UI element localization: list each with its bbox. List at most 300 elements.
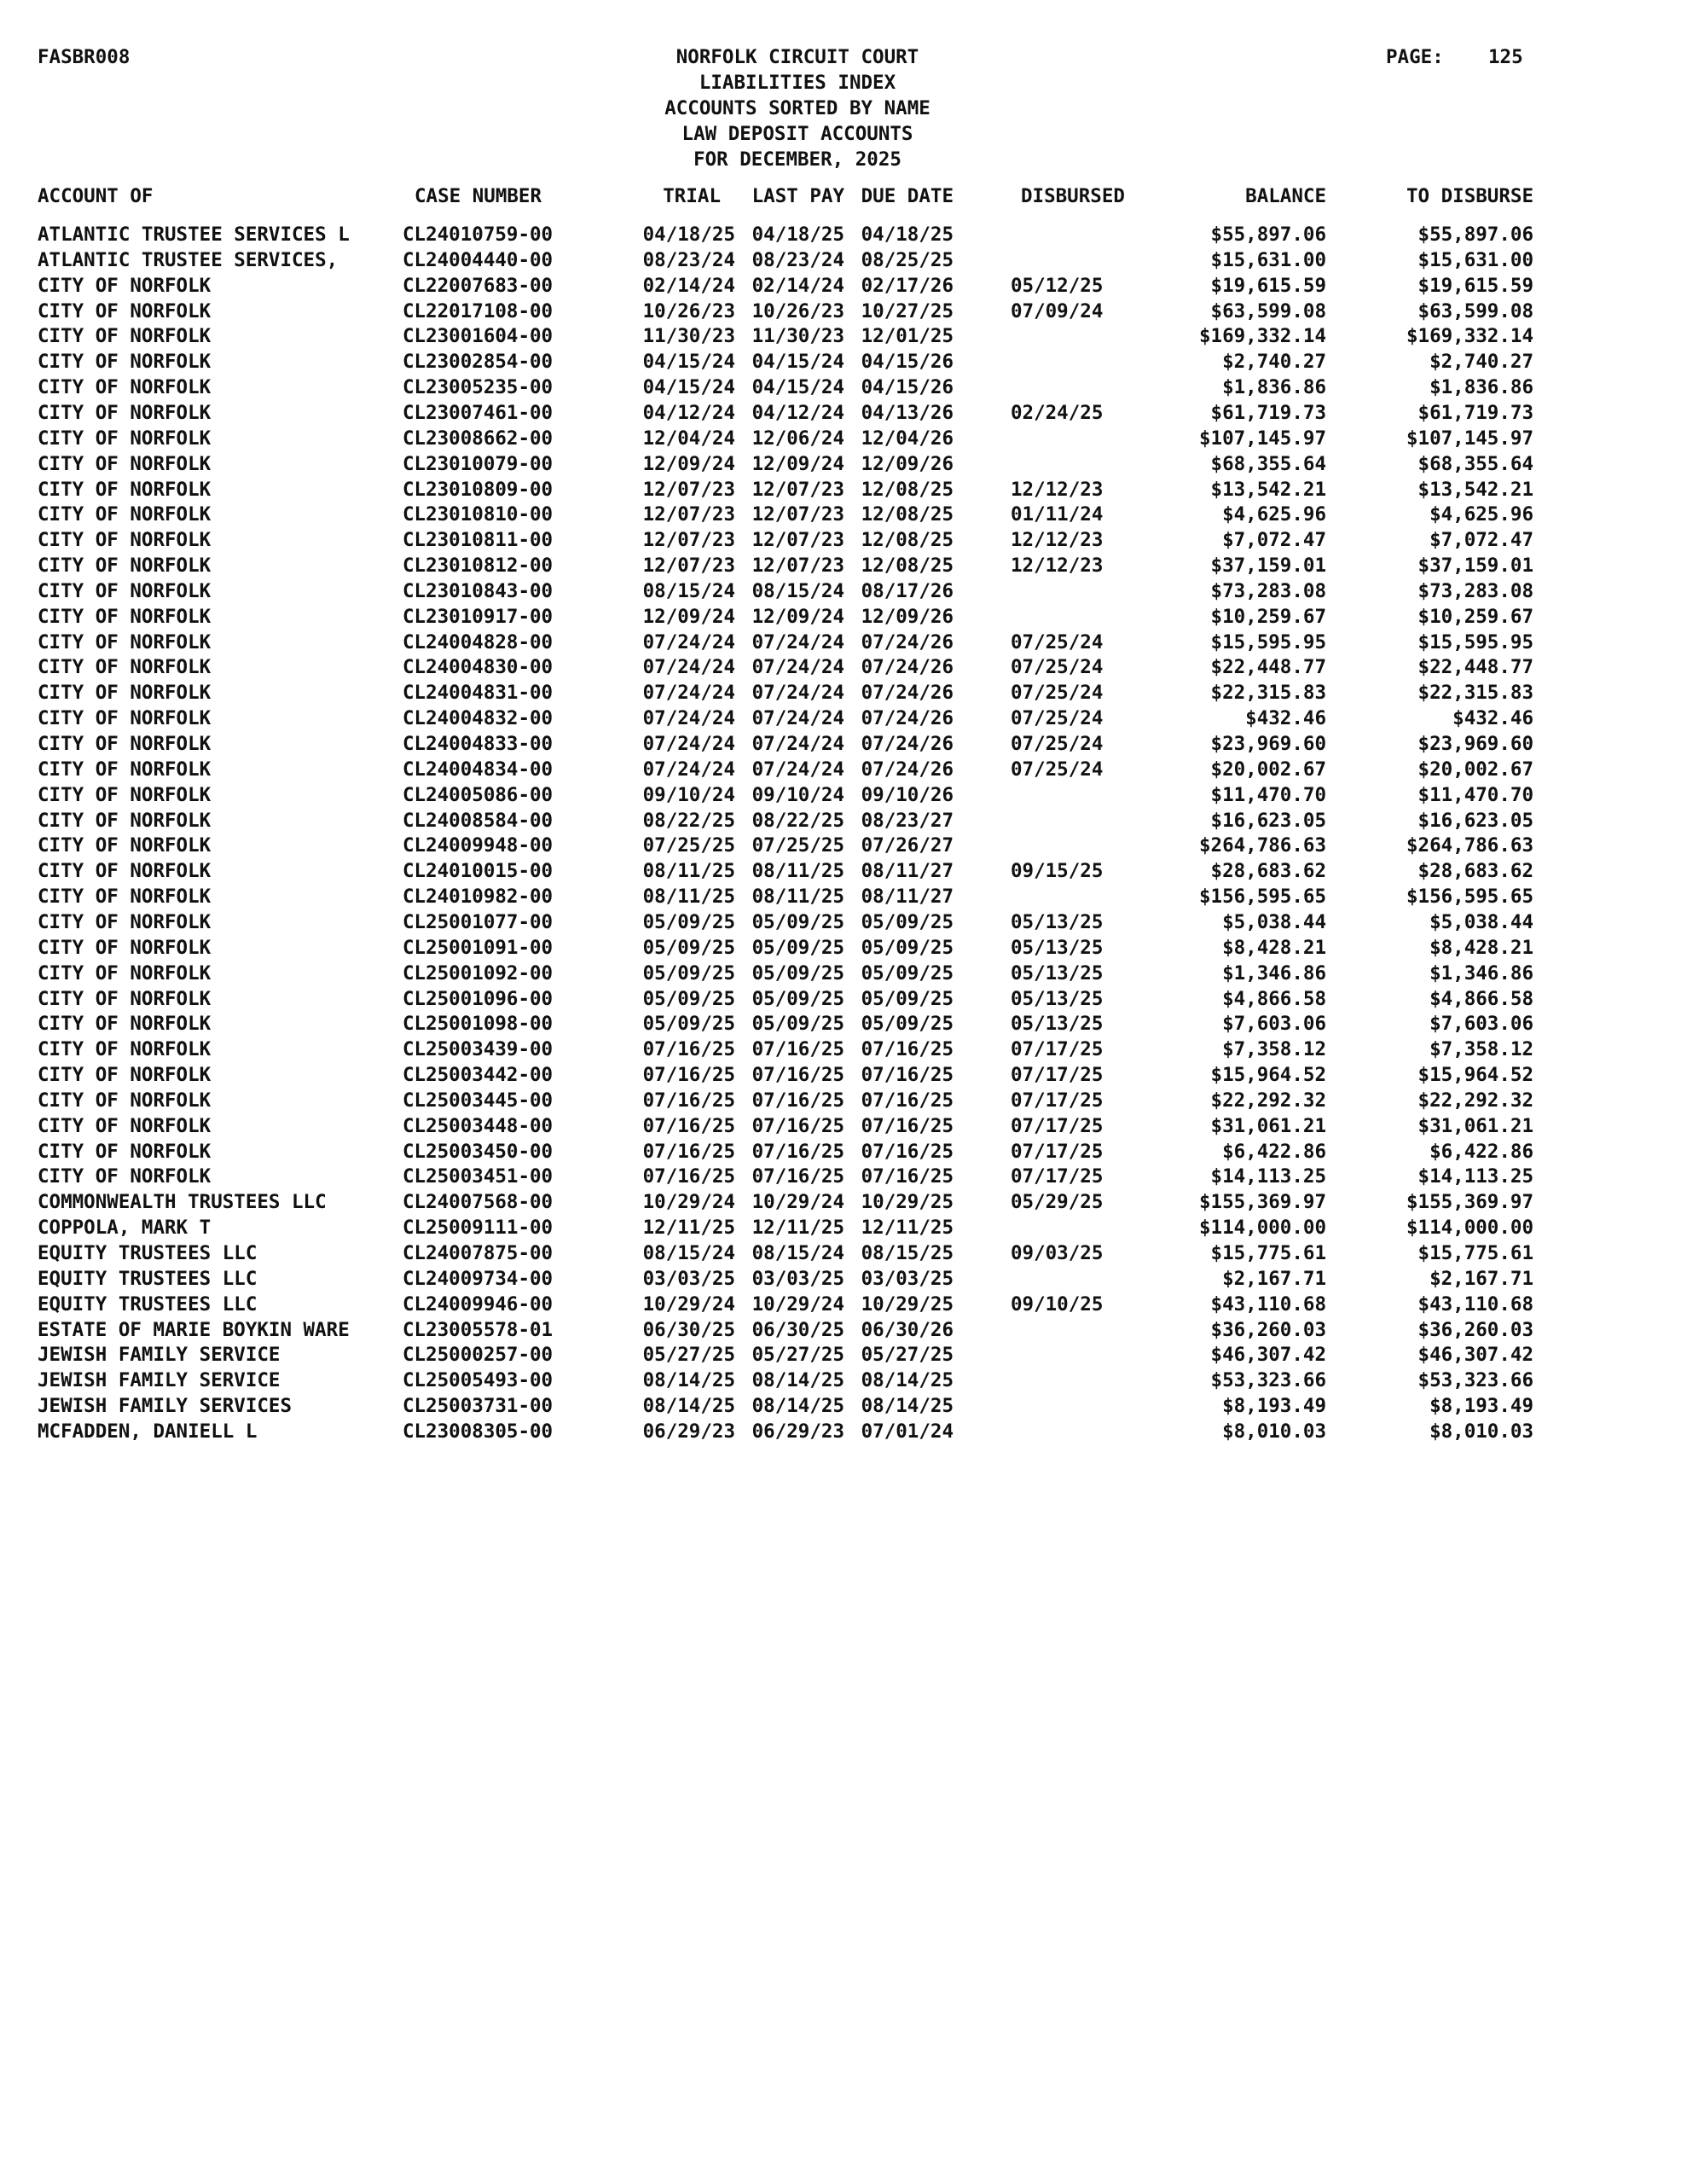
last-pay-date-cell: 07/24/24 [751, 682, 844, 705]
disbursed-date-cell: 02/24/25 [1011, 401, 1104, 424]
table-row [0, 986, 1687, 1012]
balance-cell: $55,897.06 [1210, 224, 1326, 246]
account-of-cell: JEWISH FAMILY SERVICE [38, 1369, 281, 1392]
balance-cell: $73,283.08 [1210, 579, 1326, 602]
case-number-cell: CL24009948-00 [403, 834, 554, 857]
due-date-cell: 12/08/25 [861, 529, 954, 552]
due-date-cell: 05/09/25 [861, 910, 954, 933]
trial-date-cell: 07/24/24 [642, 630, 735, 653]
page-label: PAGE: [1386, 46, 1444, 68]
table-row [0, 375, 1687, 400]
account-of-cell: COMMONWEALTH TRUSTEES LLC [38, 1191, 327, 1214]
to-disburse-cell: $37,159.01 [1417, 555, 1533, 578]
due-date-cell: 02/17/26 [861, 274, 954, 297]
balance-cell: $7,072.47 [1222, 529, 1326, 552]
table-row [0, 527, 1687, 553]
case-number-cell: CL25009111-00 [403, 1217, 554, 1240]
table-row [0, 1037, 1687, 1062]
balance-cell: $8,428.21 [1222, 936, 1326, 959]
account-of-cell: EQUITY TRUSTEES LLC [38, 1292, 258, 1316]
due-date-cell: 06/30/26 [861, 1318, 954, 1341]
account-of-cell: CITY OF NORFOLK [38, 274, 212, 297]
case-number-cell: CL23010917-00 [403, 605, 554, 628]
table-row [0, 1215, 1687, 1240]
case-number-cell: CL25001096-00 [403, 987, 554, 1010]
balance-cell: $6,422.86 [1222, 1140, 1326, 1163]
account-of-cell: CITY OF NORFOLK [38, 1114, 212, 1137]
account-of-cell: MCFADDEN, DANIELL L [38, 1420, 258, 1443]
to-disburse-cell: $22,292.32 [1417, 1089, 1533, 1112]
col-header-to-disburse: TO DISBURSE [1406, 185, 1533, 207]
trial-date-cell: 08/15/24 [642, 579, 735, 602]
disbursed-date-cell: 07/25/24 [1011, 630, 1104, 653]
to-disburse-cell: $13,542.21 [1417, 478, 1533, 501]
to-disburse-cell: $8,010.03 [1429, 1420, 1533, 1443]
last-pay-date-cell: 04/12/24 [751, 401, 844, 424]
table-row [0, 782, 1687, 808]
table-row [0, 451, 1687, 477]
account-of-cell: EQUITY TRUSTEES LLC [38, 1267, 258, 1290]
due-date-cell: 07/24/26 [861, 656, 954, 679]
table-row [0, 654, 1687, 680]
account-of-cell: CITY OF NORFOLK [38, 656, 212, 679]
disbursed-date-cell: 12/12/23 [1011, 478, 1104, 501]
table-row [0, 630, 1687, 655]
account-of-cell: CITY OF NORFOLK [38, 351, 212, 374]
case-number-cell: CL22007683-00 [403, 274, 554, 297]
table-row [0, 1139, 1687, 1165]
trial-date-cell: 07/24/24 [642, 733, 735, 755]
due-date-cell: 12/04/26 [861, 427, 954, 450]
balance-cell: $10,259.67 [1210, 605, 1326, 628]
col-header-disbursed: DISBURSED [1021, 185, 1125, 207]
balance-cell: $14,113.25 [1210, 1165, 1326, 1188]
disbursed-date-cell: 07/17/25 [1011, 1064, 1104, 1087]
to-disburse-cell: $15,631.00 [1417, 248, 1533, 271]
case-number-cell: CL24004830-00 [403, 656, 554, 679]
disbursed-date-cell: 05/29/25 [1011, 1191, 1104, 1214]
account-of-cell: CITY OF NORFOLK [38, 987, 212, 1010]
to-disburse-cell: $156,595.65 [1406, 886, 1533, 909]
due-date-cell: 10/29/25 [861, 1191, 954, 1214]
case-number-cell: CL23010079-00 [403, 452, 554, 475]
account-of-cell: CITY OF NORFOLK [38, 555, 212, 578]
case-number-cell: CL25003442-00 [403, 1064, 554, 1087]
last-pay-date-cell: 07/16/25 [751, 1140, 844, 1163]
last-pay-date-cell: 05/09/25 [751, 987, 844, 1010]
case-number-cell: CL25003451-00 [403, 1165, 554, 1188]
balance-cell: $13,542.21 [1210, 478, 1326, 501]
table-row [0, 604, 1687, 630]
report-id: FASBR008 [38, 46, 130, 68]
col-header-case-number: CASE NUMBER [415, 185, 542, 207]
balance-cell: $22,448.77 [1210, 656, 1326, 679]
case-number-cell: CL24005086-00 [403, 783, 554, 806]
col-header-balance: BALANCE [1245, 185, 1326, 207]
case-number-cell: CL24007568-00 [403, 1191, 554, 1214]
table-row [0, 858, 1687, 884]
case-number-cell: CL24004828-00 [403, 630, 554, 653]
trial-date-cell: 12/09/24 [642, 605, 735, 628]
case-number-cell: CL24004440-00 [403, 248, 554, 271]
trial-date-cell: 12/07/23 [642, 503, 735, 526]
disbursed-date-cell: 12/12/23 [1011, 555, 1104, 578]
balance-cell: $2,167.71 [1222, 1267, 1326, 1290]
account-of-cell: CITY OF NORFOLK [38, 579, 212, 602]
due-date-cell: 10/27/25 [861, 299, 954, 322]
trial-date-cell: 08/11/25 [642, 886, 735, 909]
last-pay-date-cell: 02/14/24 [751, 274, 844, 297]
table-row [0, 1164, 1687, 1189]
due-date-cell: 12/09/26 [861, 452, 954, 475]
title-line-court: NORFOLK CIRCUIT COURT [675, 46, 919, 68]
table-row [0, 808, 1687, 834]
trial-date-cell: 08/14/25 [642, 1395, 735, 1418]
title-line-sort: ACCOUNTS SORTED BY NAME [664, 97, 930, 119]
to-disburse-cell: $22,448.77 [1417, 656, 1533, 679]
account-of-cell: CITY OF NORFOLK [38, 529, 212, 552]
case-number-cell: CL25003439-00 [403, 1038, 554, 1061]
due-date-cell: 08/23/27 [861, 809, 954, 832]
account-of-cell: CITY OF NORFOLK [38, 1140, 212, 1163]
last-pay-date-cell: 07/24/24 [751, 656, 844, 679]
to-disburse-cell: $4,625.96 [1429, 503, 1533, 526]
to-disburse-cell: $155,369.97 [1406, 1191, 1533, 1214]
to-disburse-cell: $61,719.73 [1417, 401, 1533, 424]
to-disburse-cell: $55,897.06 [1417, 224, 1533, 246]
balance-cell: $15,631.00 [1210, 248, 1326, 271]
balance-cell: $19,615.59 [1210, 274, 1326, 297]
case-number-cell: CL22017108-00 [403, 299, 554, 322]
to-disburse-cell: $6,422.86 [1429, 1140, 1533, 1163]
table-row [0, 1113, 1687, 1139]
table-row [0, 961, 1687, 986]
case-number-cell: CL24010015-00 [403, 860, 554, 883]
table-row [0, 222, 1687, 247]
account-of-cell: CITY OF NORFOLK [38, 758, 212, 781]
trial-date-cell: 04/18/25 [642, 224, 735, 246]
due-date-cell: 08/11/27 [861, 860, 954, 883]
account-of-cell: CITY OF NORFOLK [38, 1089, 212, 1112]
title-line-index: LIABILITIES INDEX [699, 72, 896, 94]
to-disburse-cell: $1,346.86 [1429, 961, 1533, 985]
table-row [0, 1419, 1687, 1444]
due-date-cell: 04/15/26 [861, 351, 954, 374]
account-of-cell: JEWISH FAMILY SERVICES [38, 1395, 293, 1418]
last-pay-date-cell: 06/30/25 [751, 1318, 844, 1341]
balance-cell: $432.46 [1245, 707, 1326, 730]
case-number-cell: CL25001091-00 [403, 936, 554, 959]
trial-date-cell: 02/14/24 [642, 274, 735, 297]
last-pay-date-cell: 08/15/24 [751, 579, 844, 602]
col-header-due-date: DUE DATE [861, 185, 954, 207]
last-pay-date-cell: 10/29/24 [751, 1191, 844, 1214]
trial-date-cell: 07/24/24 [642, 682, 735, 705]
account-of-cell: CITY OF NORFOLK [38, 401, 212, 424]
due-date-cell: 05/27/25 [861, 1344, 954, 1367]
balance-cell: $15,964.52 [1210, 1064, 1326, 1087]
last-pay-date-cell: 05/09/25 [751, 1013, 844, 1036]
to-disburse-cell: $5,038.44 [1429, 910, 1533, 933]
account-of-cell: CITY OF NORFOLK [38, 910, 212, 933]
balance-cell: $15,595.95 [1210, 630, 1326, 653]
trial-date-cell: 07/16/25 [642, 1140, 735, 1163]
balance-cell: $11,470.70 [1210, 783, 1326, 806]
case-number-cell: CL25003731-00 [403, 1395, 554, 1418]
case-number-cell: CL23010809-00 [403, 478, 554, 501]
account-of-cell: CITY OF NORFOLK [38, 707, 212, 730]
case-number-cell: CL24009946-00 [403, 1292, 554, 1316]
trial-date-cell: 10/26/23 [642, 299, 735, 322]
case-number-cell: CL23008662-00 [403, 427, 554, 450]
to-disburse-cell: $432.46 [1452, 707, 1533, 730]
balance-cell: $8,010.03 [1222, 1420, 1326, 1443]
balance-cell: $16,623.05 [1210, 809, 1326, 832]
disbursed-date-cell: 07/17/25 [1011, 1114, 1104, 1137]
due-date-cell: 07/16/25 [861, 1089, 954, 1112]
account-of-cell: CITY OF NORFOLK [38, 1064, 212, 1087]
trial-date-cell: 12/09/24 [642, 452, 735, 475]
column-header-row [0, 183, 1687, 209]
account-of-cell: ATLANTIC TRUSTEE SERVICES L [38, 224, 350, 246]
last-pay-date-cell: 12/07/23 [751, 529, 844, 552]
due-date-cell: 07/24/26 [861, 682, 954, 705]
disbursed-date-cell: 07/25/24 [1011, 733, 1104, 755]
col-header-trial: TRIAL [663, 185, 721, 207]
table-row [0, 884, 1687, 909]
case-number-cell: CL24004831-00 [403, 682, 554, 705]
disbursed-date-cell: 07/17/25 [1011, 1140, 1104, 1163]
case-number-cell: CL25000257-00 [403, 1344, 554, 1367]
to-disburse-cell: $36,260.03 [1417, 1318, 1533, 1341]
to-disburse-cell: $14,113.25 [1417, 1165, 1533, 1188]
balance-cell: $22,315.83 [1210, 682, 1326, 705]
account-of-cell: CITY OF NORFOLK [38, 682, 212, 705]
trial-date-cell: 10/29/24 [642, 1191, 735, 1214]
due-date-cell: 08/14/25 [861, 1369, 954, 1392]
table-row [0, 400, 1687, 426]
case-number-cell: CL24004832-00 [403, 707, 554, 730]
account-of-cell: CITY OF NORFOLK [38, 630, 212, 653]
balance-cell: $37,159.01 [1210, 555, 1326, 578]
trial-date-cell: 04/15/24 [642, 376, 735, 399]
due-date-cell: 07/01/24 [861, 1420, 954, 1443]
last-pay-date-cell: 08/11/25 [751, 860, 844, 883]
trial-date-cell: 08/14/25 [642, 1369, 735, 1392]
table-row [0, 731, 1687, 757]
to-disburse-cell: $2,740.27 [1429, 351, 1533, 374]
account-of-cell: CITY OF NORFOLK [38, 1038, 212, 1061]
balance-cell: $169,332.14 [1198, 325, 1326, 348]
trial-date-cell: 07/16/25 [642, 1064, 735, 1087]
table-row [0, 349, 1687, 375]
title-line-period: FOR DECEMBER, 2025 [693, 148, 901, 171]
trial-date-cell: 06/29/23 [642, 1420, 735, 1443]
account-of-cell: EQUITY TRUSTEES LLC [38, 1242, 258, 1264]
last-pay-date-cell: 05/09/25 [751, 936, 844, 959]
due-date-cell: 04/18/25 [861, 224, 954, 246]
account-of-cell: CITY OF NORFOLK [38, 936, 212, 959]
title-line-accounts: LAW DEPOSIT ACCOUNTS [681, 123, 913, 145]
last-pay-date-cell: 12/11/25 [751, 1217, 844, 1240]
last-pay-date-cell: 05/27/25 [751, 1344, 844, 1367]
table-row [0, 1292, 1687, 1317]
table-row [0, 299, 1687, 324]
balance-cell: $28,683.62 [1210, 860, 1326, 883]
to-disburse-cell: $53,323.66 [1417, 1369, 1533, 1392]
last-pay-date-cell: 07/16/25 [751, 1064, 844, 1087]
balance-cell: $156,595.65 [1198, 886, 1326, 909]
due-date-cell: 07/16/25 [861, 1165, 954, 1188]
case-number-cell: CL24008584-00 [403, 809, 554, 832]
case-number-cell: CL23010843-00 [403, 579, 554, 602]
disbursed-date-cell: 05/13/25 [1011, 936, 1104, 959]
balance-cell: $23,969.60 [1210, 733, 1326, 755]
trial-date-cell: 03/03/25 [642, 1267, 735, 1290]
table-row [0, 757, 1687, 782]
disbursed-date-cell: 09/10/25 [1011, 1292, 1104, 1316]
table-row [0, 1088, 1687, 1113]
table-row [0, 833, 1687, 858]
last-pay-date-cell: 08/14/25 [751, 1395, 844, 1418]
last-pay-date-cell: 12/07/23 [751, 478, 844, 501]
last-pay-date-cell: 12/07/23 [751, 555, 844, 578]
due-date-cell: 07/16/25 [861, 1038, 954, 1061]
case-number-cell: CL25005493-00 [403, 1369, 554, 1392]
trial-date-cell: 05/09/25 [642, 910, 735, 933]
due-date-cell: 12/11/25 [861, 1217, 954, 1240]
disbursed-date-cell: 12/12/23 [1011, 529, 1104, 552]
trial-date-cell: 07/24/24 [642, 656, 735, 679]
last-pay-date-cell: 07/24/24 [751, 630, 844, 653]
disbursed-date-cell: 05/12/25 [1011, 274, 1104, 297]
account-of-cell: CITY OF NORFOLK [38, 452, 212, 475]
account-of-cell: COPPOLA, MARK T [38, 1217, 212, 1240]
to-disburse-cell: $8,428.21 [1429, 936, 1533, 959]
balance-cell: $4,866.58 [1222, 987, 1326, 1010]
due-date-cell: 05/09/25 [861, 1013, 954, 1036]
case-number-cell: CL25003448-00 [403, 1114, 554, 1137]
to-disburse-cell: $11,470.70 [1417, 783, 1533, 806]
due-date-cell: 12/01/25 [861, 325, 954, 348]
balance-cell: $4,625.96 [1222, 503, 1326, 526]
disbursed-date-cell: 09/15/25 [1011, 860, 1104, 883]
due-date-cell: 07/24/26 [861, 758, 954, 781]
last-pay-date-cell: 08/15/24 [751, 1242, 844, 1264]
due-date-cell: 05/09/25 [861, 936, 954, 959]
table-row [0, 1342, 1687, 1368]
last-pay-date-cell: 07/25/25 [751, 834, 844, 857]
balance-cell: $7,603.06 [1222, 1013, 1326, 1036]
trial-date-cell: 05/09/25 [642, 961, 735, 985]
to-disburse-cell: $7,603.06 [1429, 1013, 1533, 1036]
case-number-cell: CL23005578-01 [403, 1318, 554, 1341]
trial-date-cell: 09/10/24 [642, 783, 735, 806]
trial-date-cell: 05/09/25 [642, 936, 735, 959]
case-number-cell: CL23010811-00 [403, 529, 554, 552]
account-of-cell: CITY OF NORFOLK [38, 427, 212, 450]
last-pay-date-cell: 04/15/24 [751, 376, 844, 399]
case-number-cell: CL24004834-00 [403, 758, 554, 781]
balance-cell: $20,002.67 [1210, 758, 1326, 781]
table-row [0, 477, 1687, 502]
table-row [0, 578, 1687, 604]
trial-date-cell: 10/29/24 [642, 1292, 735, 1316]
trial-date-cell: 07/16/25 [642, 1114, 735, 1137]
last-pay-date-cell: 08/11/25 [751, 886, 844, 909]
case-number-cell: CL23010810-00 [403, 503, 554, 526]
due-date-cell: 08/25/25 [861, 248, 954, 271]
last-pay-date-cell: 07/16/25 [751, 1089, 844, 1112]
due-date-cell: 07/24/26 [861, 630, 954, 653]
trial-date-cell: 07/25/25 [642, 834, 735, 857]
trial-date-cell: 08/15/24 [642, 1242, 735, 1264]
table-row [0, 247, 1687, 273]
disbursed-date-cell: 05/13/25 [1011, 987, 1104, 1010]
table-row [0, 1062, 1687, 1088]
case-number-cell: CL23005235-00 [403, 376, 554, 399]
case-number-cell: CL24007875-00 [403, 1242, 554, 1264]
due-date-cell: 08/11/27 [861, 886, 954, 909]
table-row [0, 1393, 1687, 1419]
due-date-cell: 12/08/25 [861, 503, 954, 526]
account-of-cell: CITY OF NORFOLK [38, 1165, 212, 1188]
due-date-cell: 10/29/25 [861, 1292, 954, 1316]
to-disburse-cell: $264,786.63 [1406, 834, 1533, 857]
table-row [0, 273, 1687, 299]
disbursed-date-cell: 07/09/24 [1011, 299, 1104, 322]
last-pay-date-cell: 12/07/23 [751, 503, 844, 526]
due-date-cell: 08/14/25 [861, 1395, 954, 1418]
last-pay-date-cell: 08/14/25 [751, 1369, 844, 1392]
last-pay-date-cell: 12/09/24 [751, 605, 844, 628]
trial-date-cell: 05/09/25 [642, 1013, 735, 1036]
account-of-cell: CITY OF NORFOLK [38, 478, 212, 501]
case-number-cell: CL23008305-00 [403, 1420, 554, 1443]
account-of-cell: CITY OF NORFOLK [38, 783, 212, 806]
last-pay-date-cell: 04/18/25 [751, 224, 844, 246]
account-of-cell: CITY OF NORFOLK [38, 809, 212, 832]
table-row [0, 1240, 1687, 1266]
due-date-cell: 04/15/26 [861, 376, 954, 399]
trial-date-cell: 07/16/25 [642, 1165, 735, 1188]
last-pay-date-cell: 05/09/25 [751, 910, 844, 933]
last-pay-date-cell: 03/03/25 [751, 1267, 844, 1290]
trial-date-cell: 08/23/24 [642, 248, 735, 271]
case-number-cell: CL25003445-00 [403, 1089, 554, 1112]
due-date-cell: 09/10/26 [861, 783, 954, 806]
trial-date-cell: 11/30/23 [642, 325, 735, 348]
account-of-cell: CITY OF NORFOLK [38, 376, 212, 399]
account-of-cell: CITY OF NORFOLK [38, 834, 212, 857]
balance-cell: $264,786.63 [1198, 834, 1326, 857]
trial-date-cell: 12/04/24 [642, 427, 735, 450]
table-row [0, 502, 1687, 527]
due-date-cell: 07/16/25 [861, 1064, 954, 1087]
case-number-cell: CL25001092-00 [403, 961, 554, 985]
to-disburse-cell: $7,358.12 [1429, 1038, 1533, 1061]
balance-cell: $63,599.08 [1210, 299, 1326, 322]
trial-date-cell: 05/27/25 [642, 1344, 735, 1367]
case-number-cell: CL25001098-00 [403, 1013, 554, 1036]
table-row [0, 323, 1687, 349]
table-row [0, 1189, 1687, 1215]
to-disburse-cell: $107,145.97 [1406, 427, 1533, 450]
case-number-cell: CL24010759-00 [403, 224, 554, 246]
trial-date-cell: 12/07/23 [642, 529, 735, 552]
account-of-cell: CITY OF NORFOLK [38, 605, 212, 628]
to-disburse-cell: $10,259.67 [1417, 605, 1533, 628]
